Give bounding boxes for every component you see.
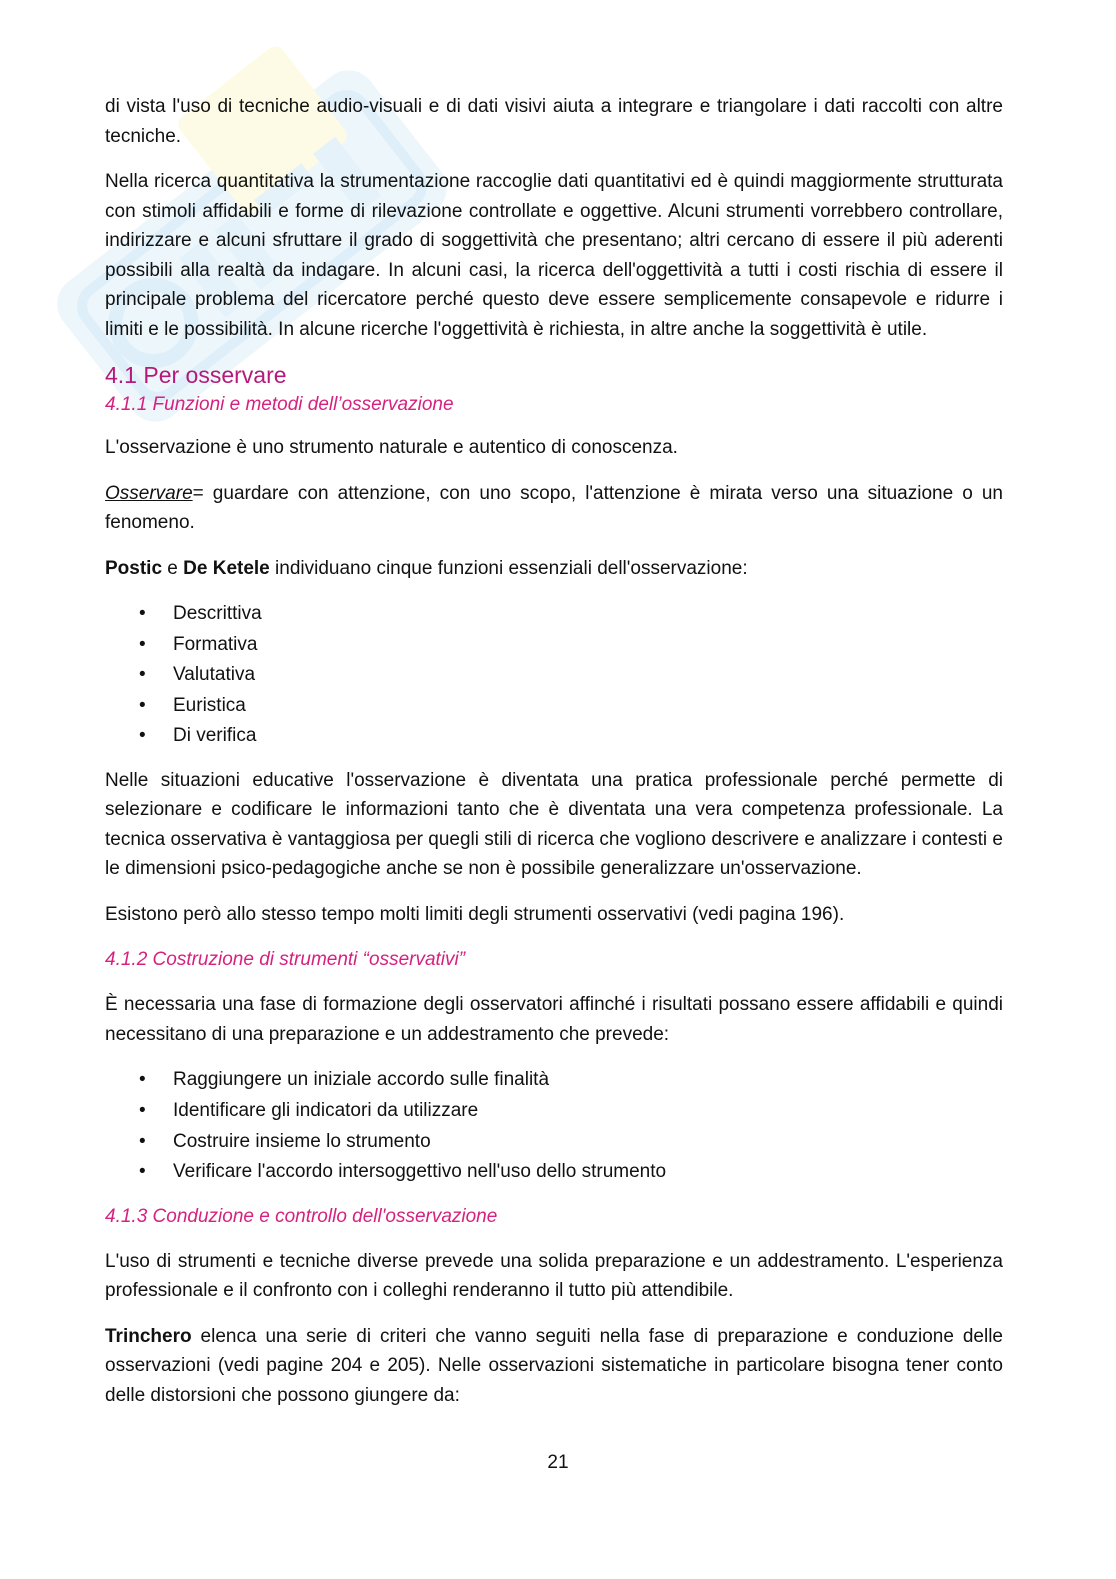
paragraph-quantitative-research: Nella ricerca quantitativa la strumentazione raccoglie dati quantitativi ed è quindi maggiormente strutturata con stimoli affidabili e forme di rilevazione controllate e oggettive. Alcuni strumenti vorrebbero controllare, indirizzare e alcuni sfruttare il grado di soggettività che presentano; altri cercano di essere il più aderenti possibili alla realtà da indagare. In alcuni casi, la ricerca dell'oggettività a tutti i costi rischia di essere il principale problema del ricercatore perché questo deve essere semplicemente consapevole e ridurre i limiti e le possibilità. In alcune ricerche l'oggettività è richiesta, in altre anche la soggettività è utile. bbox=[105, 171, 1003, 340]
list-item-text: Formativa bbox=[173, 633, 258, 655]
list-item-text: Di verifica bbox=[173, 725, 257, 747]
list-item-text: Verificare l'accordo intersoggettivo nell'uso dello strumento bbox=[173, 1161, 667, 1183]
bullet-icon: • bbox=[139, 1130, 146, 1152]
list-item-text: Raggiungere un iniziale accordo sulle finalità bbox=[173, 1069, 550, 1091]
section-heading-4-1: 4.1 Per osservare bbox=[105, 362, 287, 388]
conjunction-text: e bbox=[162, 557, 184, 579]
list-item bbox=[105, 1157, 1003, 1188]
bullet-icon: • bbox=[139, 725, 146, 747]
author-trinchero: Trinchero bbox=[105, 1325, 192, 1347]
list-item-text: Identificare gli indicatori da utilizzare bbox=[173, 1100, 479, 1122]
list-item-text: Descrittiva bbox=[173, 603, 262, 624]
paragraph-observe-term bbox=[105, 479, 1003, 538]
bullet-icon: • bbox=[139, 633, 146, 655]
list-item bbox=[105, 1096, 1003, 1127]
author-postic: Postic bbox=[105, 557, 163, 579]
list-item bbox=[105, 599, 1003, 630]
list-item bbox=[105, 1127, 1003, 1158]
page-number: 21 bbox=[547, 1452, 569, 1473]
subsection-heading-4-1-1: 4.1.1 Funzioni e metodi dell’osservazione bbox=[105, 394, 454, 415]
term-osservare: Osservare bbox=[105, 482, 193, 504]
bullet-icon: • bbox=[139, 1069, 146, 1091]
paragraph-observation-definition: L'osservazione è uno strumento naturale e autentico di conoscenza. bbox=[105, 437, 678, 458]
paragraph-postic-deketele bbox=[105, 554, 1003, 584]
document-page bbox=[105, 92, 1003, 1426]
paragraph-training-phase: È necessaria una fase di formazione degli osservatori affinché i risultati possano essere affidabili e quindi necessitano di una preparazione e un addestramento che prevede: bbox=[105, 994, 1003, 1045]
term-osservare-definition: = guardare con attenzione, con uno scopo, l'attenzione è mirata verso una situazione o un fenomeno. bbox=[105, 482, 1003, 533]
paragraph-limits: Esistono però allo stesso tempo molti limiti degli strumenti osservativi (vedi pagina 196). bbox=[105, 903, 845, 925]
bullet-icon: • bbox=[139, 1100, 146, 1122]
list-item-text: Euristica bbox=[173, 694, 246, 716]
list-item bbox=[105, 1065, 1003, 1096]
list-item-text: Costruire insieme lo strumento bbox=[173, 1130, 431, 1152]
bullet-icon: • bbox=[139, 694, 146, 716]
list-item bbox=[105, 721, 1003, 752]
list-item bbox=[105, 691, 1003, 722]
paragraph-trinchero bbox=[105, 1322, 1003, 1411]
bullet-icon: • bbox=[139, 1161, 146, 1183]
list-item bbox=[105, 630, 1003, 661]
list-item-text: Valutativa bbox=[173, 664, 256, 686]
paragraph-tools-techniques: L'uso di strumenti e tecniche diverse prevede una solida preparazione e un addestramento. L'esperienza professionale e il confronto con i colleghi renderanno il tutto più attendibile. bbox=[105, 1250, 1003, 1302]
paragraph-educational-situations: Nelle situazioni educative l'osservazione è diventata una pratica professionale perché permette di selezionare e codificare le informazioni tanto che è diventata una vera competenza professionale. La tecnica osservativa è vantaggiosa per quegli stili di ricerca che vogliono descrivere e analizzare i contesti e le dimensioni psico-pedagogiche anche se non è possibile generalizzare un'osservazione. bbox=[105, 769, 1003, 880]
functions-intro-text: individuano cinque funzioni essenziali dell'osservazione: bbox=[269, 557, 748, 579]
paragraph-intro-continuation: di vista l'uso di tecniche audio-visuali e di dati visivi aiuta a integrare e triangolare i dati raccolti con altre tecniche. bbox=[105, 96, 1003, 147]
bullet-icon: • bbox=[139, 603, 146, 624]
trinchero-text: elenca una serie di criteri che vanno seguiti nella fase di preparazione e conduzione delle osservazioni (vedi pagine 204 e 205). Nelle osservazioni sistematiche in particolare bisogna tener conto delle distorsioni che possono giungere da: bbox=[105, 1325, 1003, 1406]
training-list bbox=[105, 1065, 1003, 1187]
bullet-icon: • bbox=[139, 664, 146, 686]
author-deketele: De Ketele bbox=[183, 557, 270, 579]
subsection-heading-4-1-2: 4.1.2 Costruzione di strumenti “osservativi” bbox=[105, 949, 466, 971]
functions-list bbox=[105, 599, 1003, 752]
list-item bbox=[105, 660, 1003, 691]
subsection-heading-4-1-3: 4.1.3 Conduzione e controllo dell'osservazione bbox=[105, 1205, 498, 1227]
